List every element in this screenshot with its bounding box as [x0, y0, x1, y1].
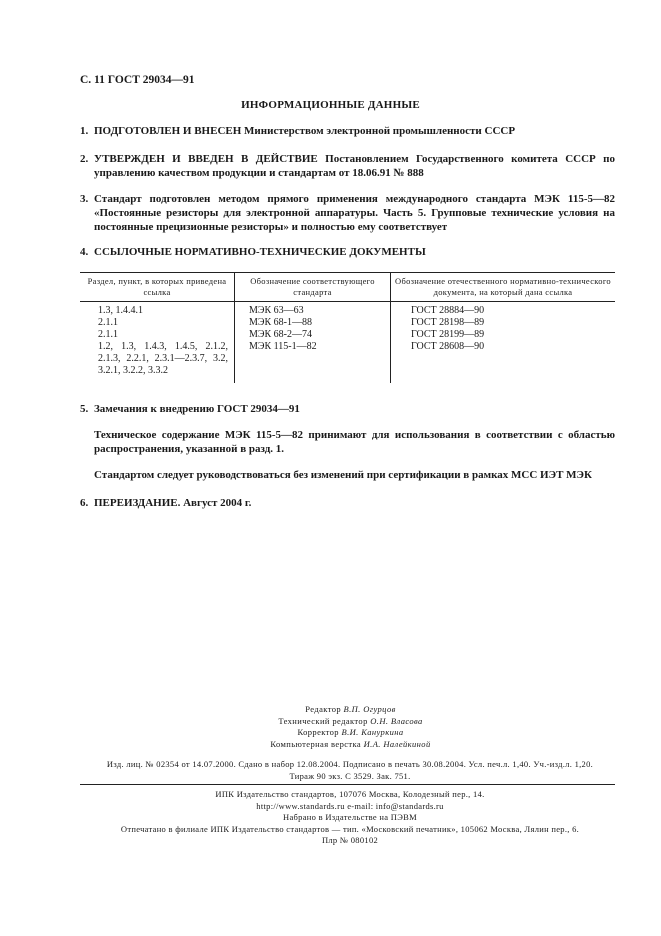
item-number: 2.	[80, 153, 89, 165]
credit-line	[0, 727, 661, 739]
info-item-5	[80, 402, 615, 416]
references-table	[80, 272, 615, 383]
cell-line: МЭК 68-2—74	[249, 329, 312, 340]
cell-line: 1.2, 1.3, 1.4.3, 1.4.5, 2.1.2, 2.1.3, 2.2.1, 2.3.1—2.3.7, 3.2, 3.2.1, 3.2.2, 3.3.2	[98, 341, 228, 376]
info-item-6	[80, 496, 615, 510]
table-cell-domestic	[391, 302, 616, 384]
remark-paragraph-2: Стандартом следует руководствоваться без изменений при сертификации в рамках МСС ИЭТ МЭК	[94, 469, 592, 481]
info-item-1	[80, 124, 615, 138]
item-text: Постановлением Государственного комитета СССР по управлению качеством продукции и стандартам от 18.06.91 № 888	[94, 153, 616, 179]
remark-paragraph-1: Техническое содержание МЭК 115-5—82 принимают для использования в соответствии с областью распространения, указанной в разд. 1.	[94, 429, 615, 455]
credit-line	[0, 739, 661, 751]
item-caps: УТВЕРЖДЕН И ВВЕДЕН В ДЕЙСТВИЕ	[94, 153, 318, 165]
cell-line: ГОСТ 28199—89	[411, 329, 485, 340]
credit-name: В.П. Огурцов	[343, 704, 396, 714]
imprint-line: http://www.standards.ru e-mail: info@standards.ru	[256, 800, 444, 811]
section-title: ИНФОРМАЦИОННЫЕ ДАННЫЕ	[241, 99, 420, 111]
cell-line: МЭК 63—63	[249, 305, 304, 316]
publication-line: Изд. лиц. № 02354 от 14.07.2000. Сдано в набор 12.08.2004. Подписано в печать 30.08.2004. Усл. печ.л. 1,40. Уч.-изд.л. 1,20.	[106, 759, 594, 769]
info-item-3	[80, 192, 615, 234]
cell-line: 2.1.1	[98, 329, 118, 340]
credits-block	[0, 704, 661, 750]
credit-role: Технический редактор	[278, 715, 371, 726]
divider	[80, 784, 615, 785]
cell-line: 2.1.1	[98, 317, 118, 328]
credit-name: В.И. Кануркина	[341, 727, 404, 737]
info-item-4	[80, 245, 615, 259]
cell-line: 1.3, 1.4.4.1	[98, 305, 143, 316]
item-caps: ПОДГОТОВЛЕН И ВНЕСЕН	[94, 125, 242, 137]
publication-line: Тираж 90 экз. С 3529. Зак. 751.	[289, 771, 411, 781]
table-cell-sections	[80, 302, 235, 384]
credit-name: И.А. Налейкиной	[363, 738, 431, 749]
imprint-line: Отпечатано в филиале ИПК Издательство стандартов — тип. «Московский печатник», 105062 Москва, Лялин пер., 6.	[120, 823, 580, 834]
credit-line	[0, 704, 661, 716]
table-header-domestic: Обозначение отечественного нормативно-технического документа, на который дана ссылка	[391, 273, 616, 302]
item-number: 3.	[80, 193, 89, 205]
cell-line: ГОСТ 28608—90	[411, 341, 485, 352]
imprint-block	[80, 789, 620, 847]
table-header-standard: Обозначение соответствующего стандарта	[235, 273, 391, 302]
item-caps: ССЫЛОЧНЫЕ НОРМАТИВНО-ТЕХНИЧЕСКИЕ ДОКУМЕНТЫ	[94, 246, 426, 258]
cell-line: МЭК 68-1—88	[249, 317, 312, 328]
cell-line: ГОСТ 28198—89	[411, 317, 485, 328]
credit-name: О.Н. Власова	[370, 715, 423, 726]
item-number: 4.	[80, 246, 89, 258]
cell-line: МЭК 115-1—82	[249, 341, 317, 352]
credit-role: Корректор	[297, 727, 342, 737]
item-text: Замечания к внедрению ГОСТ 29034—91	[94, 403, 300, 415]
table-header-section: Раздел, пункт, в которых приведена ссылка	[80, 273, 235, 302]
table-cell-standards	[235, 302, 391, 384]
item-text: Стандарт подготовлен методом прямого применения международного стандарта МЭК 115-5—82 «Постоянные резисторы для электронной аппаратуры. Часть 5. Групповые технические условия на постоянные прецизионные резисторы» и полностью ему соответствует	[94, 193, 615, 233]
credit-line	[0, 716, 661, 728]
credit-role: Компьютерная верстка	[270, 738, 364, 749]
info-item-2	[80, 152, 615, 180]
item-text: ПЕРЕИЗДАНИЕ. Август 2004 г.	[94, 497, 252, 509]
table-row	[80, 302, 615, 384]
credit-role: Редактор	[305, 704, 344, 714]
item-text: Министерством электронной промышленности СССР	[241, 125, 516, 137]
page-header: С. 11 ГОСТ 29034—91	[80, 74, 195, 86]
item-number: 6.	[80, 497, 89, 509]
item-number: 1.	[80, 125, 89, 137]
imprint-line: Плр № 080102	[321, 835, 379, 845]
publication-details	[80, 758, 620, 782]
cell-line: ГОСТ 28884—90	[411, 305, 485, 316]
imprint-line: ИПК Издательство стандартов, 107076 Москва, Колодезный пер., 14.	[215, 789, 485, 799]
imprint-line: Набрано в Издательстве на ПЭВМ	[283, 812, 417, 822]
item-number: 5.	[80, 403, 89, 415]
